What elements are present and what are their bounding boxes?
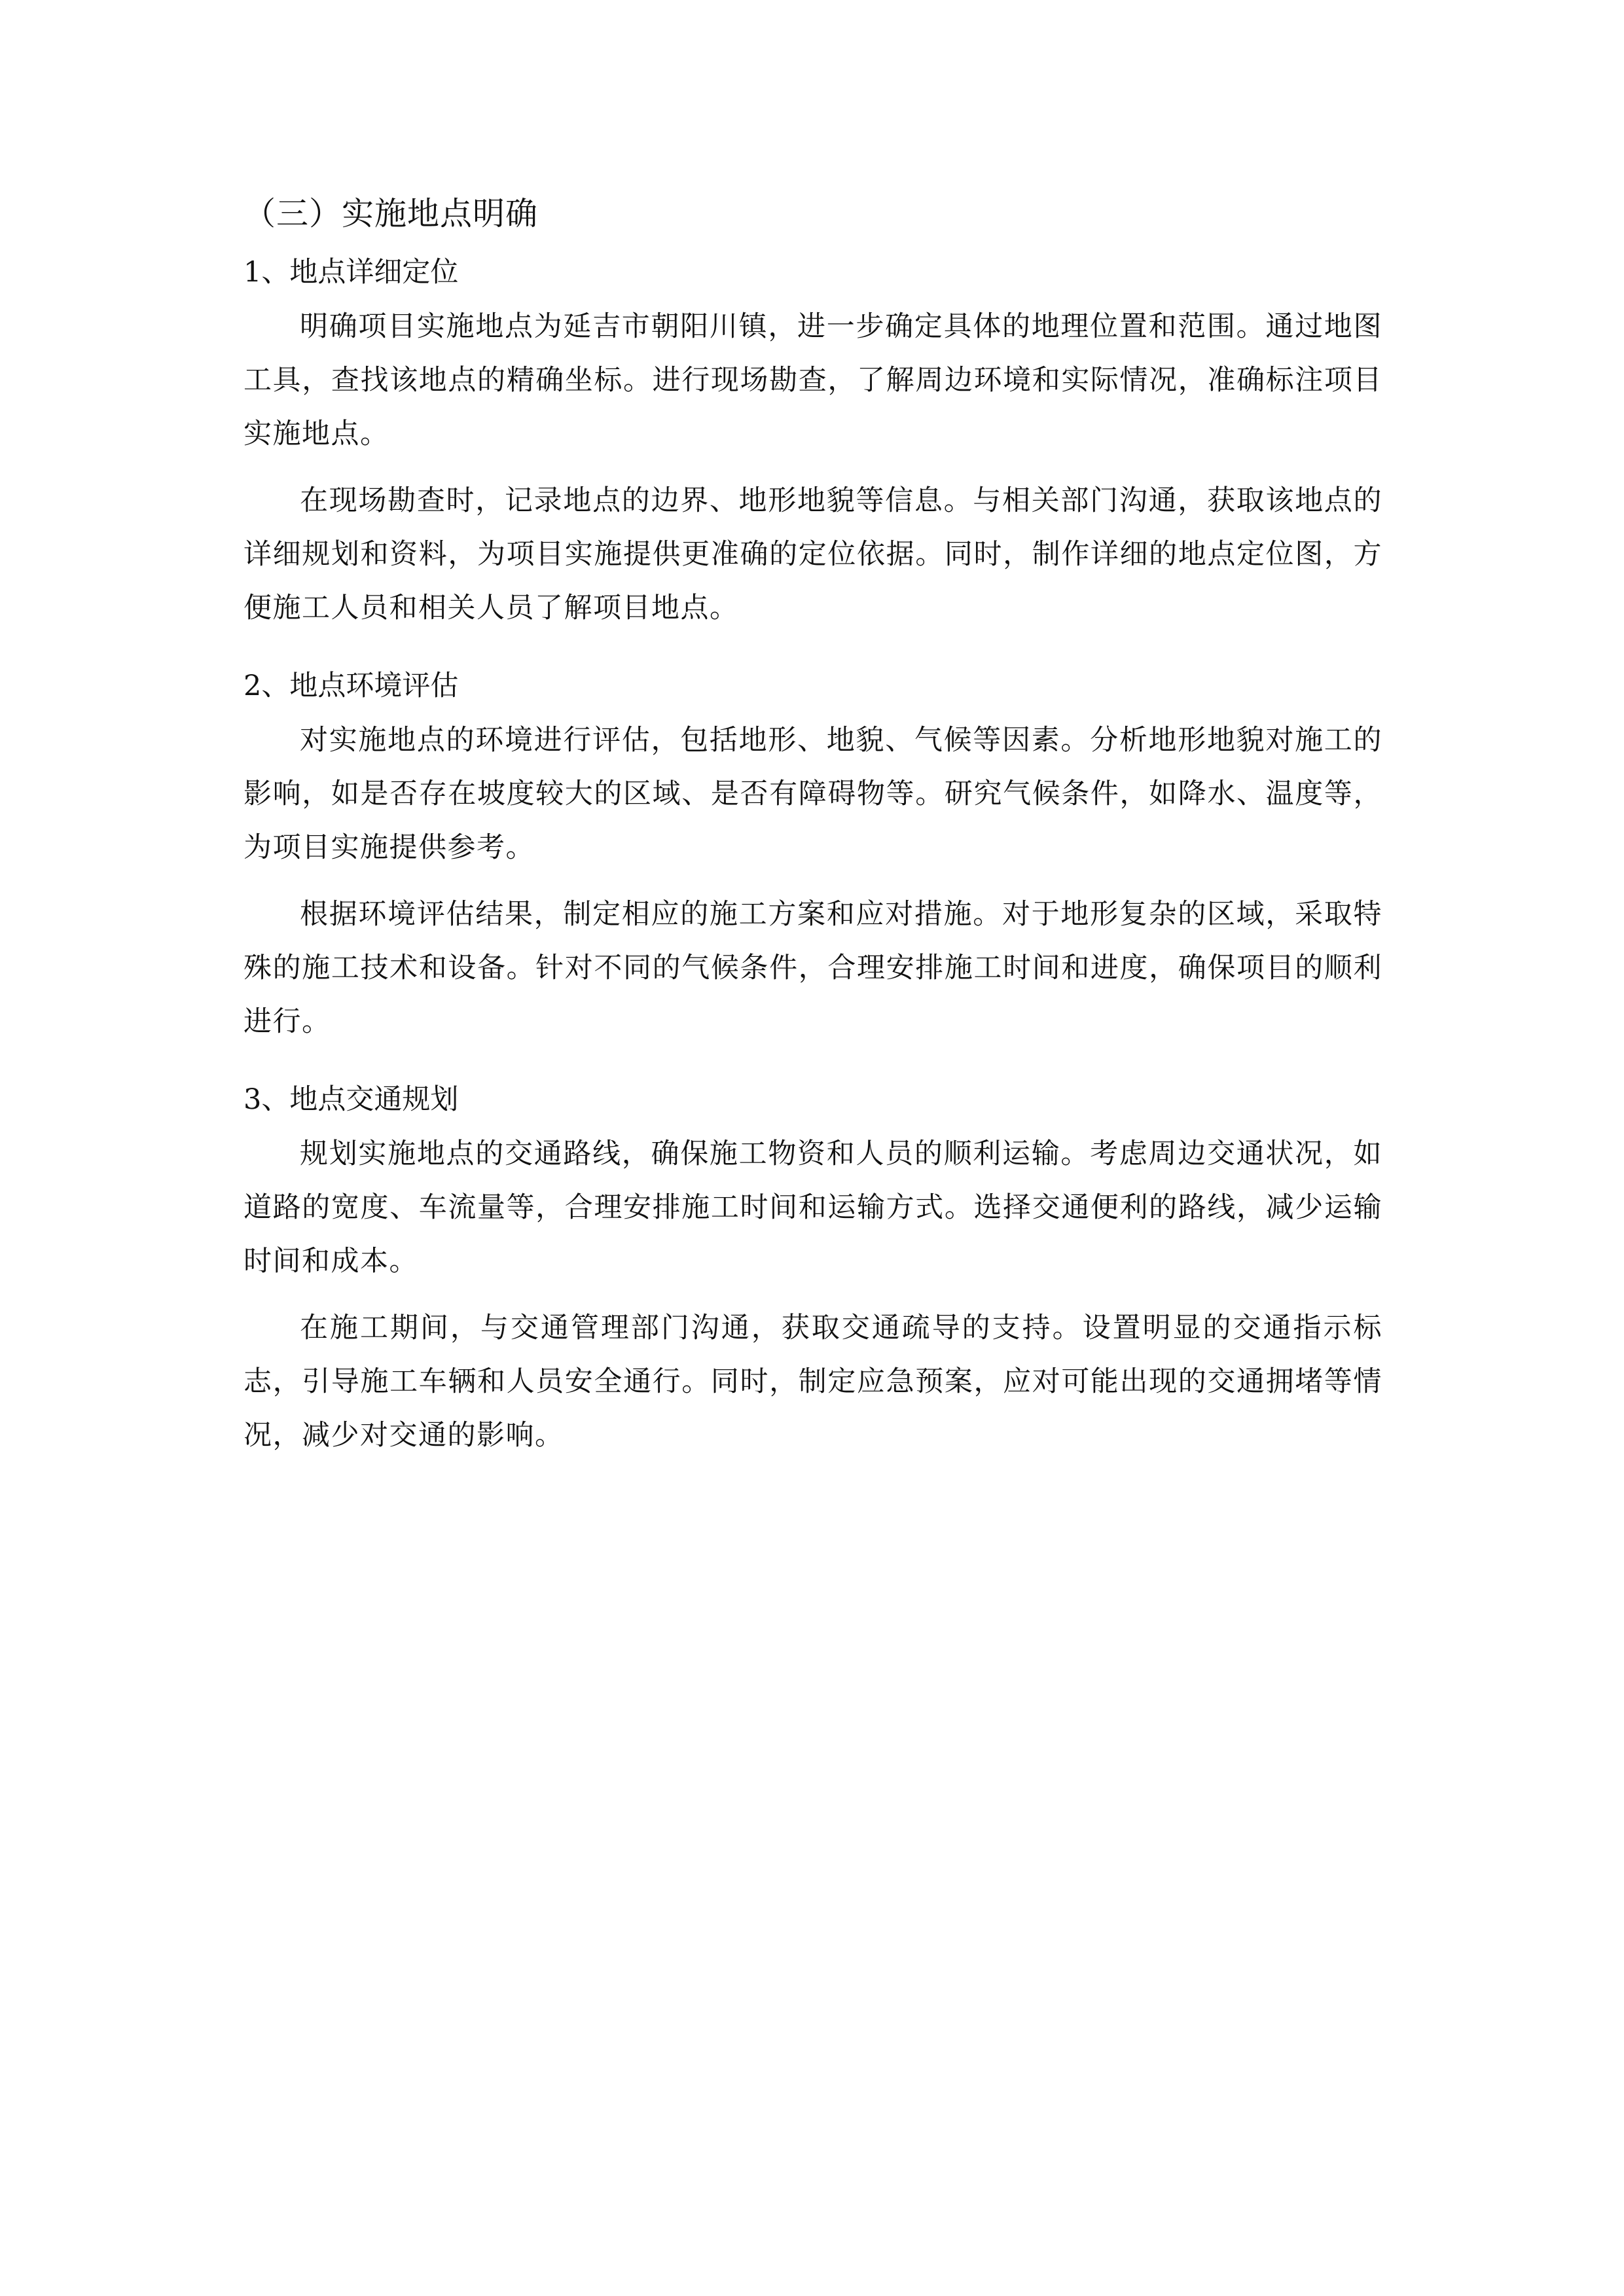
subsection-location-positioning [244,250,1382,635]
subsection-heading: 3、地点交通规划 [244,1083,459,1116]
document-body [244,191,1382,1491]
subsection-environment-assessment [244,664,1382,1049]
section-title: （三）实施地点明确 [244,195,539,232]
paragraph: 对实施地点的环境进行评估，包括地形、地貌、气候等因素。分析地形地貌对施工的影响，如是否存在坡度较大的区域、是否有障碍物等。研究气候条件，如降水、温度等，为项目实施提供参考。 [244,724,1382,864]
paragraph: 在现场勘查时，记录地点的边界、地形地貌等信息。与相关部门沟通，获取该地点的详细规划和资料，为项目实施提供更准确的定位依据。同时，制作详细的地点定位图，方便施工人员和相关人员了解项目地点。 [244,484,1382,624]
subsection-heading: 1、地点详细定位 [244,256,459,289]
paragraph: 在施工期间，与交通管理部门沟通，获取交通疏导的支持。设置明显的交通指示标志，引导施工车辆和人员安全通行。同时，制定应急预案，应对可能出现的交通拥堵等情况，减少对交通的影响。 [244,1312,1382,1452]
paragraph: 根据环境评估结果，制定相应的施工方案和应对措施。对于地形复杂的区域，采取特殊的施工技术和设备。针对不同的气候条件，合理安排施工时间和进度，确保项目的顺利进行。 [244,898,1382,1038]
paragraph: 明确项目实施地点为延吉市朝阳川镇，进一步确定具体的地理位置和范围。通过地图工具，查找该地点的精确坐标。进行现场勘查，了解周边环境和实际情况，准确标注项目实施地点。 [244,310,1382,450]
subsection-heading: 2、地点环境评估 [244,670,459,702]
paragraph: 规划实施地点的交通路线，确保施工物资和人员的顺利运输。考虑周边交通状况，如道路的宽度、车流量等，合理安排施工时间和运输方式。选择交通便利的路线，减少运输时间和成本。 [244,1138,1382,1278]
subsection-traffic-planning [244,1077,1382,1462]
